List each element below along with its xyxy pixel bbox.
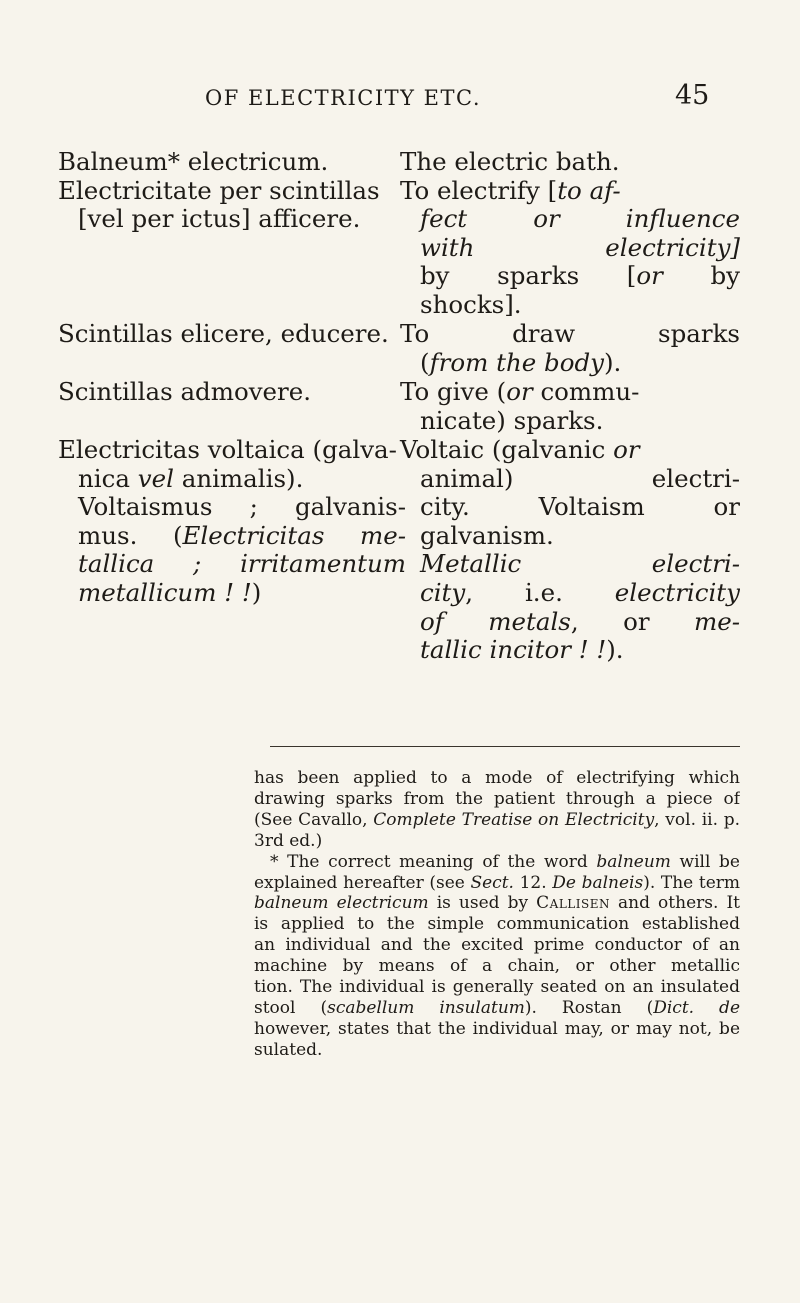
english-line: The electric bath. <box>400 147 620 176</box>
footnote-line: (See Cavallo, Complete Treatise on Electricity, vol. ii. p. <box>254 809 740 830</box>
latin-line: Balneum* electricum. <box>58 147 329 176</box>
latin-term <box>58 148 406 234</box>
latin-line: Electricitate per scintillas <box>58 175 380 205</box>
footnote-line: tion. The individual is generally seated on an insulated <box>254 977 740 997</box>
english-translation <box>400 148 740 320</box>
latin-line: Scintillas elicere, educere. <box>58 319 389 348</box>
footnote-line: sulated. <box>254 1039 323 1060</box>
english-line: by sparks [or by <box>420 262 740 291</box>
english-line: galvanism. <box>420 520 554 550</box>
latin-line: tallica ; irritamentum <box>78 550 406 579</box>
latin-term <box>58 436 406 608</box>
latin-line: [vel per ictus] afficere. <box>78 204 361 234</box>
english-line: nicate) sparks. <box>420 405 604 435</box>
english-line: animal) electri- <box>420 464 740 493</box>
english-line: fect or influence <box>420 205 740 234</box>
latin-line: metallicum ! !) <box>78 577 262 607</box>
page-number: 45 <box>675 80 710 111</box>
footnote-rule <box>270 746 740 747</box>
latin-line: Scintillas admovere. <box>58 377 312 406</box>
english-translation <box>400 320 740 377</box>
latin-line: nica vel animalis). <box>78 463 304 493</box>
latin-line: mus. (Electricitas me- <box>78 521 406 550</box>
english-translation <box>400 436 740 665</box>
latin-line: Electricitas voltaica (galva- <box>58 435 397 464</box>
english-line: Voltaic (galvanic or <box>400 435 640 464</box>
english-translation <box>400 378 740 435</box>
footnote-line: an individual and the excited prime conductor of an <box>254 935 740 956</box>
page-header <box>0 80 800 120</box>
footnote-line: 3rd ed.) <box>254 830 323 851</box>
english-line: tallic incitor ! !). <box>420 635 624 665</box>
english-line: (from the body). <box>420 347 622 377</box>
english-line: of metals, or me- <box>420 607 740 636</box>
english-line: To draw sparks <box>400 320 740 348</box>
english-line: with electricity] <box>420 233 740 262</box>
latin-term <box>58 320 406 349</box>
footnote-line: stool (scabellum insulatum). Rostan (Dict. de <box>254 997 740 1018</box>
footnote-line: however, states that the individual may, or may not, be <box>254 1018 740 1039</box>
running-head: OF ELECTRICITY ETC. <box>205 86 481 110</box>
footnote-line: machine by means of a chain, or other metallic <box>254 956 740 977</box>
footnote-line: drawing sparks from the patient through a piece of <box>254 788 740 809</box>
footnote-line: balneum electricum is used by Callisen and others. It <box>254 893 740 914</box>
english-line: city, i.e. electricity <box>420 578 740 607</box>
english-line: To electrify [to af- <box>400 175 621 205</box>
footnote-line: explained hereafter (see Sect. 12. De balneis). The term <box>254 872 740 893</box>
english-line: Metallic electri- <box>420 550 740 579</box>
latin-line: Voltaismus ; galvanis- <box>78 493 406 522</box>
footnote-line: * The correct meaning of the word balneum will be <box>270 851 740 872</box>
footnote-line: has been applied to a mode of electrifying which <box>254 768 740 788</box>
english-line: city. Voltaism or <box>420 493 740 522</box>
footnote-line: is applied to the simple communication established <box>254 914 740 935</box>
english-line: shocks]. <box>420 289 522 319</box>
latin-term <box>58 378 406 407</box>
english-line: To give (or commu- <box>400 377 640 406</box>
